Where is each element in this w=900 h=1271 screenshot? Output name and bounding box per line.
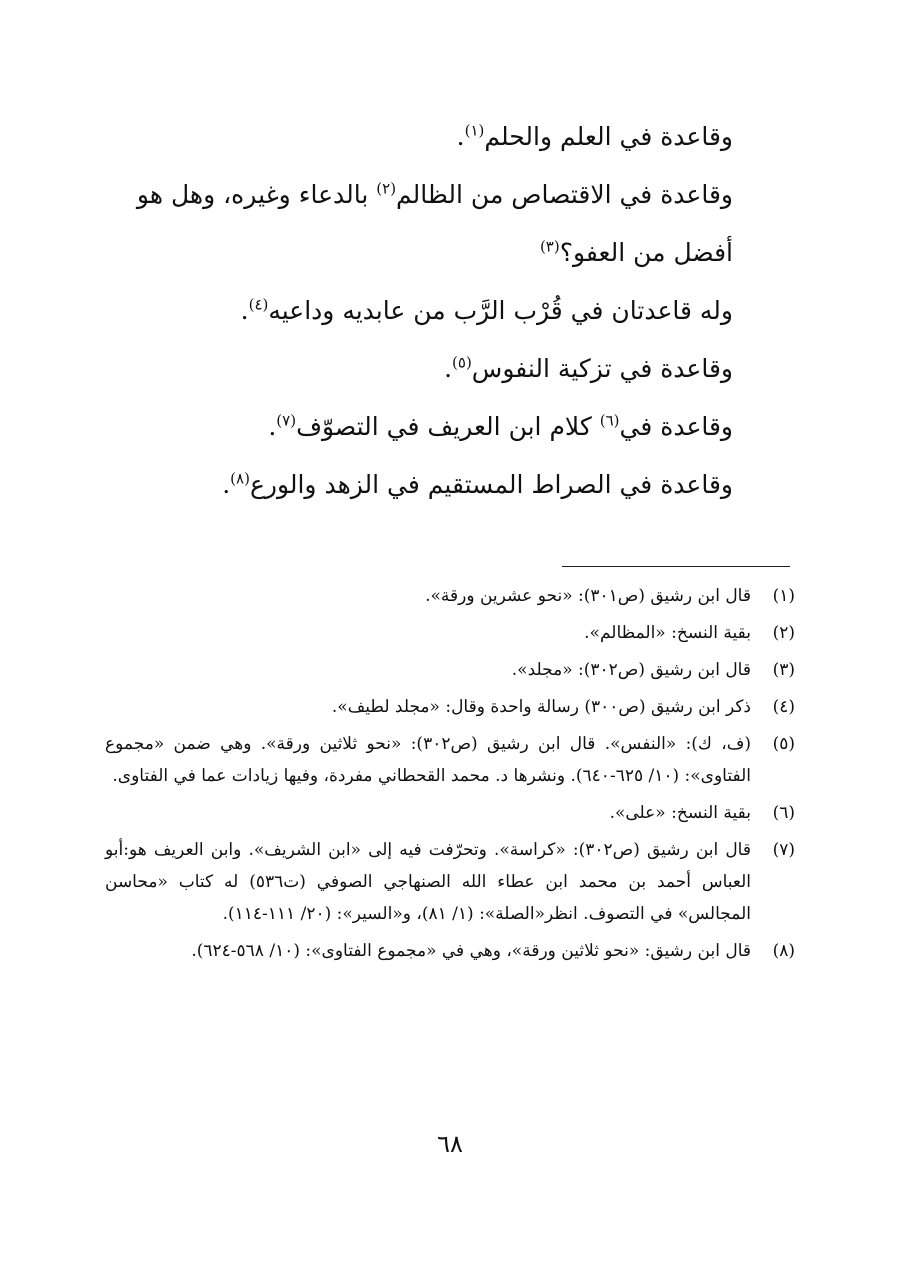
body-line: وقاعدة في تزكية النفوس$^{(٥)}$.	[444, 353, 733, 383]
footnote-ref[interactable]: (٤)	[248, 295, 269, 314]
footnote-number: (٧)	[772, 840, 795, 860]
body-line: وله قاعدتان في قُرْب الرَّب من عابديه وداعيه$^{(٤)}$.	[240, 295, 733, 325]
footnote	[105, 935, 795, 967]
footnote	[105, 834, 795, 930]
footnote-text: قال ابن رشيق (ص٣٠٢): «كراسة». وتحرّفت فيه إلى «ابن الشريف». وابن العريف هو:أبو العباس أحمد بن محمد ابن عطاء الله الصنهاجي الصوفي (ت٥٣٦) له كتاب «محاسن المجالس» في التصوف. انظر«الصلة»: (١/ ٨١)، و«السير»: (٢٠/ ١١١-١١٤).	[105, 840, 752, 924]
footnote	[105, 617, 795, 649]
footnotes	[105, 580, 795, 972]
footnote-ref[interactable]: (٣)	[539, 237, 560, 256]
footnote	[105, 797, 795, 829]
main-text	[105, 108, 793, 514]
page-number: ٦٨	[437, 1130, 463, 1158]
footnote-text: (ف، ك): «النفس». قال ابن رشيق (ص٣٠٢): «نحو ثلاثين ورقة». وهي ضمن «مجموع الفتاوى»: (١٠/ ٦٢٥-٦٤٠). ونشرها د. محمد القحطاني مفردة، وفيها زيادات عما في الفتاوى.	[105, 734, 751, 786]
footnote-text: قال ابن رشيق (ص٣٠٢): «مجلد».	[511, 660, 751, 680]
footnote	[105, 580, 795, 612]
footnote-number: (٤)	[772, 697, 795, 717]
footnote-ref[interactable]: (٧)	[276, 411, 297, 430]
footnote-number: (٥)	[772, 734, 795, 754]
footnote	[105, 654, 795, 686]
footnote	[105, 691, 795, 723]
footnote-number: (٣)	[772, 660, 795, 680]
footnote-ref[interactable]: (٨)	[230, 469, 250, 488]
footnote-ref[interactable]: (٢)	[376, 179, 397, 198]
body-line: وقاعدة في العلم والحلم$^{(١)}$.	[456, 121, 733, 151]
footnote-text: بقية النسخ: «على».	[609, 803, 751, 823]
footnote-number: (١)	[772, 586, 795, 606]
footnote-number: (٨)	[772, 941, 795, 961]
footnote-number: (٦)	[772, 803, 795, 823]
footnote	[105, 728, 795, 792]
footnote-text: ذكر ابن رشيق (ص٣٠٠) رسالة واحدة وقال: «مجلد لطيف».	[331, 697, 751, 717]
footnote-ref[interactable]: (١)	[464, 121, 485, 140]
footnote-text: بقية النسخ: «المظالم».	[584, 623, 751, 643]
body-line: وقاعدة في$^{(٦)}$ كلام ابن العريف في التصوّف$^{(٧)}$.	[268, 411, 733, 441]
footnote-divider	[562, 566, 790, 567]
body-line: وقاعدة في الاقتصاص من الظالم$^{(٢)}$ بالدعاء وغيره، وهل هو أفضل من العفو؟$^{(٣)}$	[136, 179, 733, 267]
footnote-number: (٢)	[772, 623, 795, 643]
body-line: وقاعدة في الصراط المستقيم في الزهد والورع$^{(٨)}$.	[222, 469, 733, 499]
footnote-text: قال ابن رشيق (ص٣٠١): «نحو عشرين ورقة».	[425, 586, 751, 606]
footnote-text: قال ابن رشيق: «نحو ثلاثين ورقة»، وهي في «مجموع الفتاوى»: (١٠/ ٥٦٨-٦٢٤).	[191, 941, 751, 961]
footnote-ref[interactable]: (٥)	[452, 353, 472, 372]
footnote-ref[interactable]: (٦)	[599, 411, 620, 430]
